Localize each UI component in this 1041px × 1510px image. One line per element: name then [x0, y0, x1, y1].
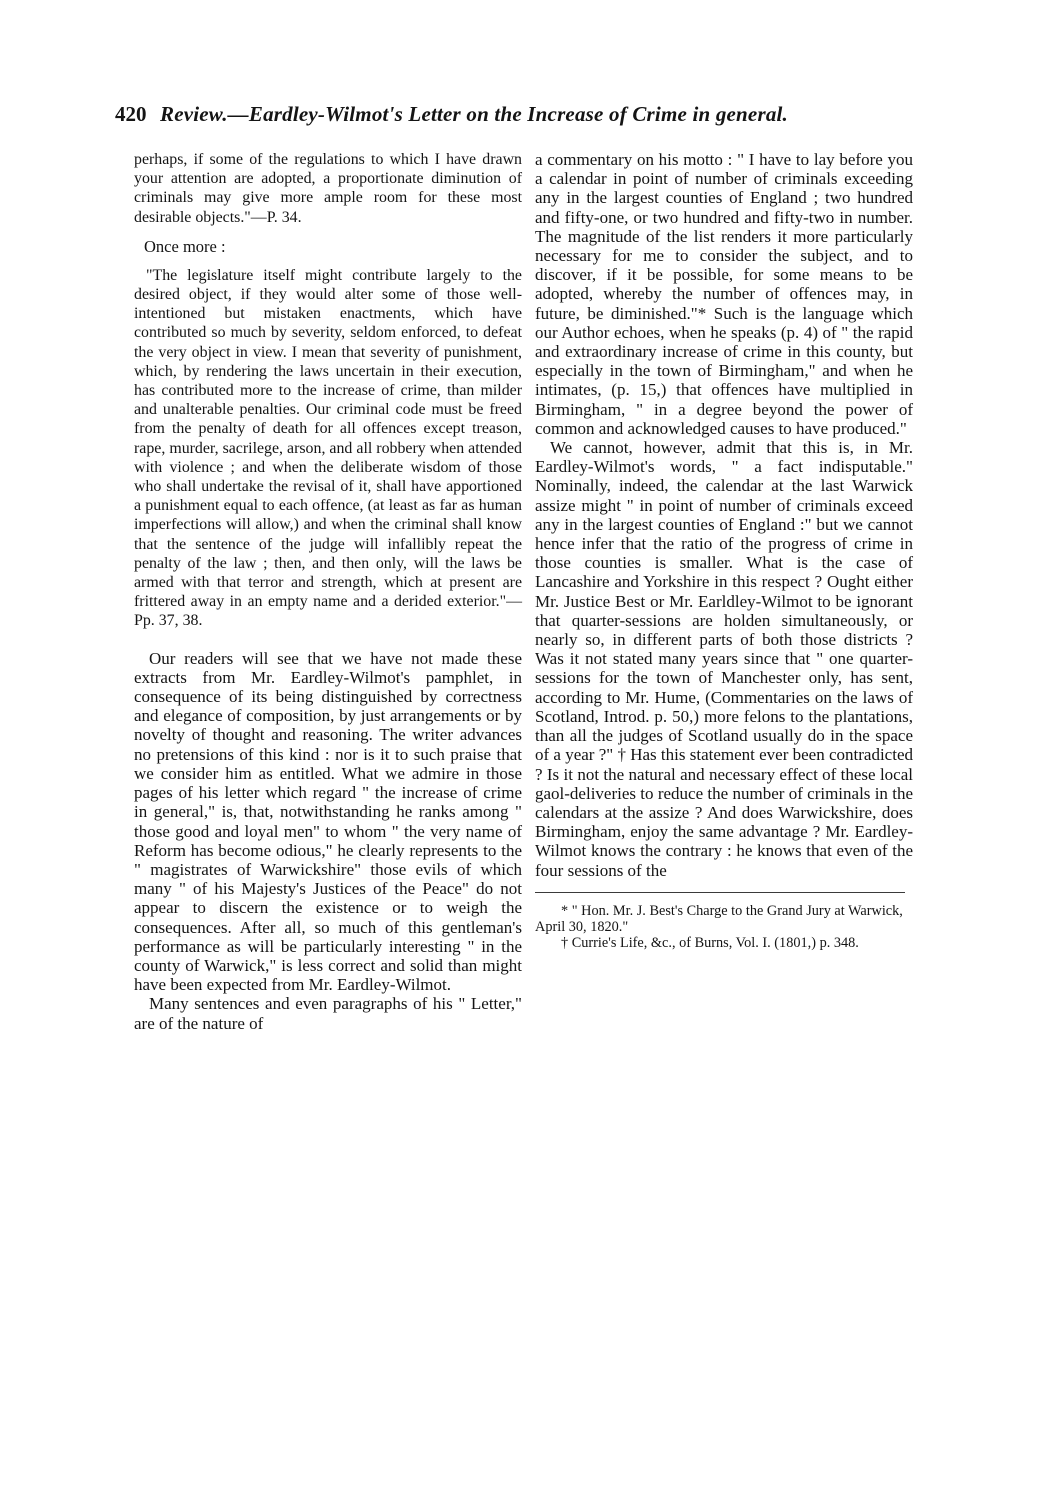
footnote-rule [535, 892, 905, 893]
page-number: 420 [115, 102, 147, 126]
footnotes [535, 903, 913, 952]
body-text-left [134, 649, 522, 1033]
section-label: Once more : [144, 236, 226, 256]
left-column [134, 150, 522, 1033]
body-text-right [535, 150, 913, 880]
right-column [535, 150, 913, 951]
footnote-2: † Currie's Life, &c., of Burns, Vol. I. (1801,) p. 348. [561, 935, 859, 952]
quote-text-1: perhaps, if some of the regulations to which I have drawn your attention are adopted, a proportionate diminution of criminals may give more ample room for these most desirable objects."—P. 34. [134, 151, 522, 226]
running-title: Review.—Eardley-Wilmot's Letter on the Increase of Crime in general. [160, 102, 789, 126]
paragraph-1: Our readers will see that we have not made these extracts from Mr. Eardley-Wilmot's pamphlet, in consequence of its being distinguished by correctness and elegance of composition, by just arrangements or by novelty of thought and reasoning. The writer advances no pretensions of this kind : nor is it to such praise that we consider him as entitled. What we admire in those pages of his letter which regard " the increase of crime in general," is, that, notwithstanding he ranks among " those good and loyal men" to whom " the very name of Reform has become odious," he clearly represents to the " magistrates of Warwickshire" those evils of which many " of his Majesty's Justices of the Peace" do not appear to discern the existence or to weigh the consequences. After all, so much of this gentleman's performance as will be particularly interesting " in the county of Warwick," is less correct and solid than might have been expected from Mr. Eardley-Wilmot. [134, 648, 522, 995]
quote-block-1 [134, 150, 522, 227]
running-header [115, 101, 915, 141]
paragraph-2: Many sentences and even paragraphs of his " Letter," are of the nature of [134, 994, 522, 1033]
quote-block-2 [134, 266, 522, 631]
footnote-1: * " Hon. Mr. J. Best's Charge to the Grand Jury at Warwick, April 30, 1820." [535, 902, 903, 935]
quote-text-2: "The legislature itself might contribute largely to the desired object, if they would alter some of those well-intentioned but mistaken enactments, which have contributed so much by severity, seldom enforced, to defeat the very object in view. I mean that severity of punishment, which, by rendering the laws uncertain in their execution, has contributed more to the increase of crime, than milder and unalterable penalties. Our criminal code must be freed from the penalty of death for all offences except treason, rape, murder, sacrilege, arson, and all robbery when attended with violence ; and when the deliberate wisdom of those who shall undertake the revisal of it, shall have apportioned a punishment equal to each offence, (at least as far as human imperfections will allow,) and when the criminal shall know that the sentence of the judge will infallibly repeat the penalty of the law ; then, and then only, will the laws be armed with that terror and strength, which at present are frittered away in an empty name and a derided exterior."—Pp. 37, 38. [134, 266, 522, 630]
paragraph-4: We cannot, however, admit that this is, in Mr. Eardley-Wilmot's words, " a fact indisputable." Nominally, indeed, the calendar at the last Warwick assize might " in point of number of criminals exceed any in the largest counties of England :" but we cannot hence infer that the ratio of the progress of crime in those counties is smaller. What is the case of Lancashire and Yorkshire in this respect ? Ought either Mr. Justice Best or Mr. Earldley-Wilmot to be ignorant that quarter-sessions are holden simultaneously, or nearly so, in different parts of both those districts ? Was it not stated many years since that " one quarter-sessions for the town of Manchester only, has sent, according to Mr. Hume, (Commentaries on the laws of Scotland, Introd. p. 50,) more felons to the plantations, than all the judges of Scotland usually do in the space of a year ?" † Has this statement ever been contradicted ? Is it not the natural and necessary effect of these local gaol-deliveries to reduce the number of criminals in the calendars at the assize ? And does Warwickshire, does Birmingham, enjoy the same advantage ? Mr. Eardley-Wilmot knows the contrary : he knows that even of the four sessions of the [535, 438, 913, 880]
paragraph-3: a commentary on his motto : " I have to lay before you a calendar in point of number of criminals exceeding any in the largest counties of England ; two hundred and fifty-one, or two hundred and fifty-two in number. The magnitude of the list renders it more particularly necessary for me to consider the subject, and to discover, if it be possible, for some means to be adopted, whereby the number of offences may, in future, be diminished."* Such is the language which our Author echoes, when he speaks (p. 4) of " the rapid and extraordinary increase of crime in this county, but especially in the town of Birmingham," and when he intimates, (p. 15,) that offences have multiplied in Birmingham, " in a degree beyond the power of common and acknowledged causes to have produced." [535, 150, 913, 438]
